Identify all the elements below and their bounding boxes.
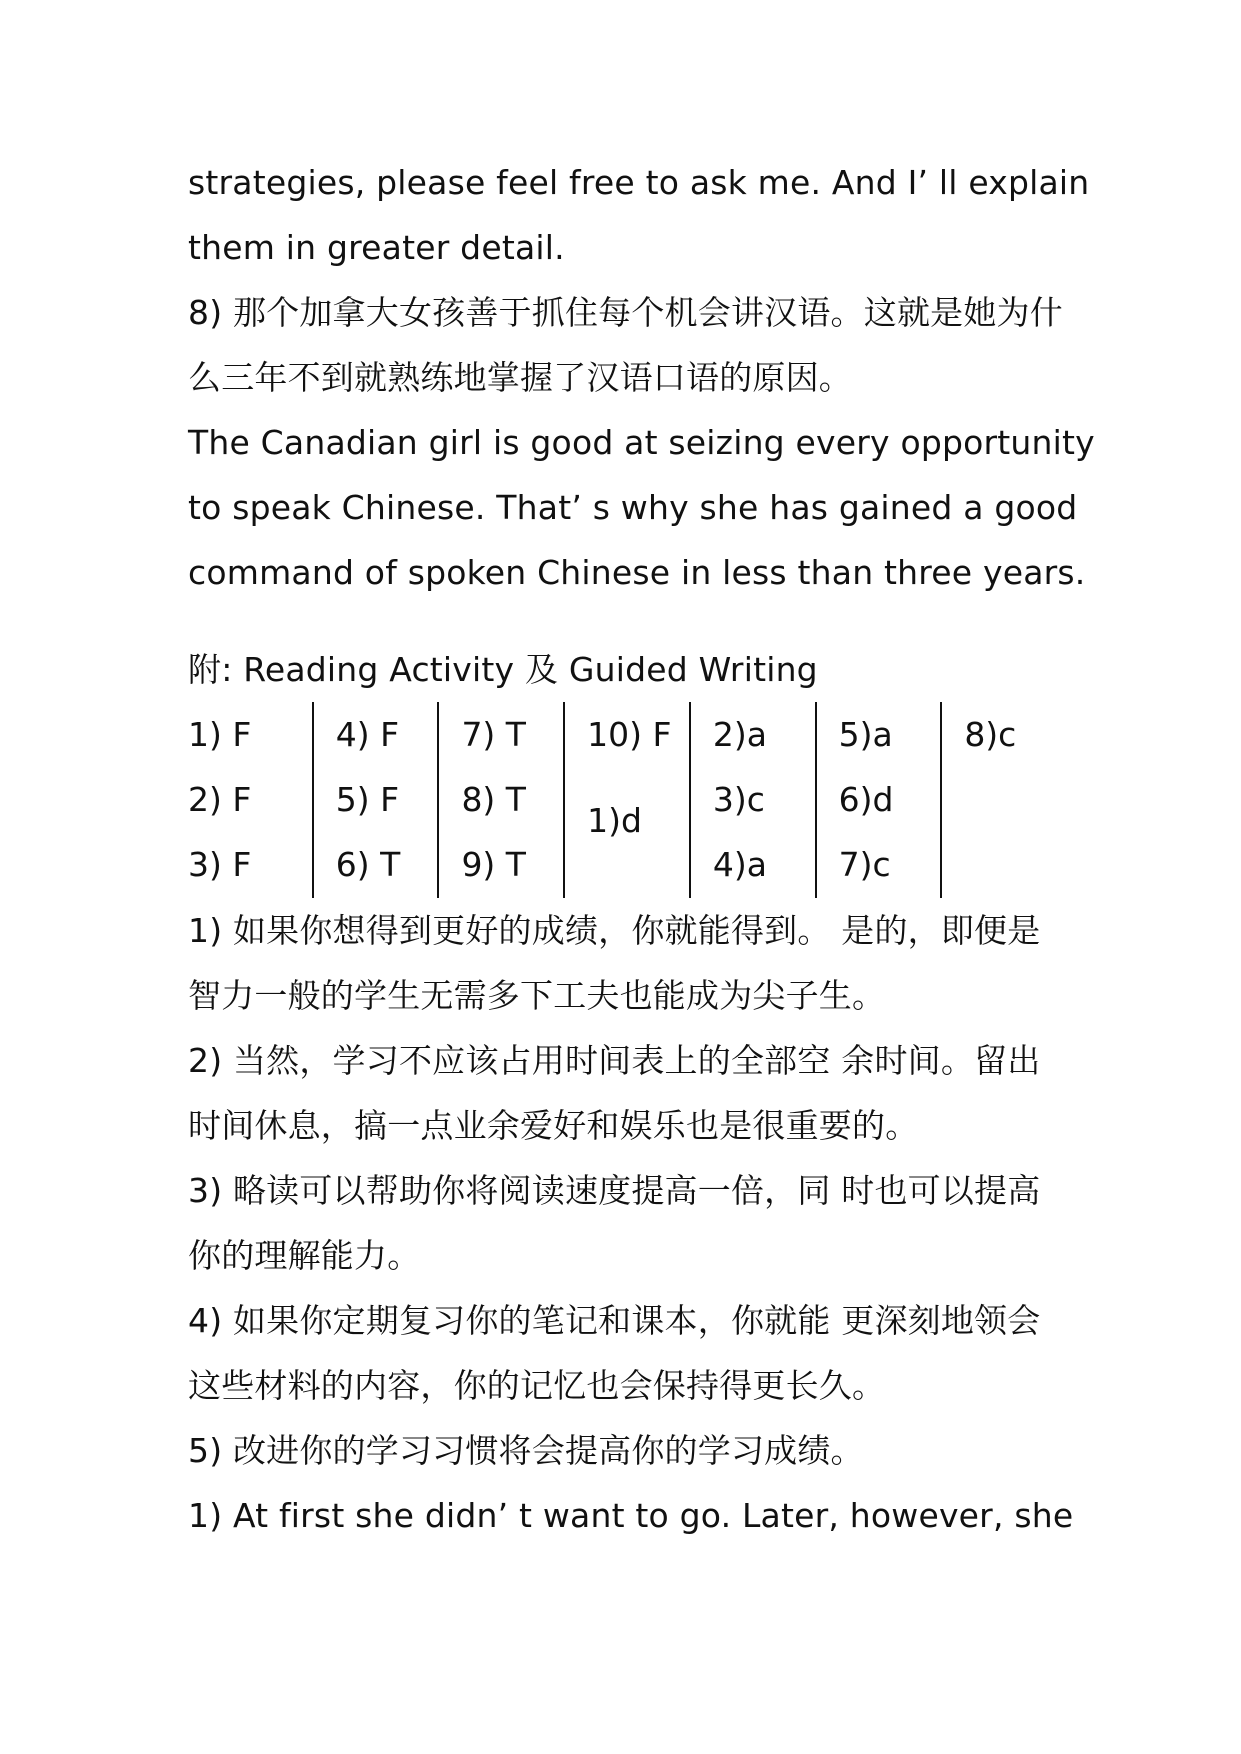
text-line: 1) 如果你想得到更好的成绩，你就能得到。 是的，即便是 [188, 911, 1041, 950]
text-line: 4) 如果你定期复习你的笔记和课本，你就能 更深刻地领会 [188, 1301, 1041, 1340]
answer-cell: 8)c [964, 715, 1017, 754]
text-line: 3) 略读可以帮助你将阅读速度提高一倍，同 时也可以提高 [188, 1171, 1041, 1210]
answer-cell: 1)d [587, 801, 642, 840]
answer-cell: 7) T [461, 715, 526, 754]
answer-column-3 [439, 702, 565, 898]
answer-cell: 3)c [712, 780, 765, 819]
answer-column-1 [188, 702, 314, 898]
answer-cell: 8) T [461, 780, 526, 819]
text-line: 智力一般的学生无需多下工夫也能成为尖子生。 [188, 976, 886, 1015]
paragraph-gap [188, 605, 1068, 637]
answer-cell: 2)a [712, 715, 767, 754]
answer-cell: 3) F [188, 845, 252, 884]
answer-cell: 4)a [712, 845, 767, 884]
document-page [188, 150, 1095, 1548]
answer-cell: 6)d [838, 780, 894, 819]
text-line: 1) At first she didn’ t want to go. Later, however, she [188, 1496, 1074, 1535]
answer-cell: 9) T [461, 845, 526, 884]
text-line: 你的理解能力。 [188, 1236, 421, 1275]
text-line: 2) 当然，学习不应该占用时间表上的全部空 余时间。留出 [188, 1041, 1041, 1080]
appendix-heading: 附: Reading Activity 及 Guided Writing [188, 650, 818, 689]
answer-column-5 [691, 702, 817, 898]
text-line: 5) 改进你的学习习惯将会提高你的学习成绩。 [188, 1431, 864, 1470]
answer-cell: 7)c [838, 845, 891, 884]
text-line: 时间休息，搞一点业余爱好和娱乐也是很重要的。 [188, 1106, 919, 1145]
text-line: The Canadian girl is good at seizing every opportunity [188, 423, 1095, 462]
answer-column-6 [817, 702, 943, 898]
answer-cell: 10) F [587, 715, 672, 754]
answer-column-4 [565, 702, 691, 898]
text-line: strategies, please feel free to ask me. And I’ ll explain [188, 163, 1090, 202]
answer-column-2 [314, 702, 440, 898]
answer-table [188, 702, 1068, 898]
text-line: command of spoken Chinese in less than three years. [188, 553, 1086, 592]
answer-cell: 5)a [838, 715, 893, 754]
answer-column-7 [942, 702, 1068, 898]
answer-cell: 5) F [335, 780, 400, 819]
answer-cell: 4) F [335, 715, 400, 754]
text-line: them in greater detail. [188, 228, 565, 267]
text-line: to speak Chinese. That’ s why she has gained a good [188, 488, 1078, 527]
text-line: 这些材料的内容，你的记忆也会保持得更长久。 [188, 1366, 886, 1405]
answer-cell: 1) F [188, 715, 252, 754]
text-line: 8) 那个加拿大女孩善于抓住每个机会讲汉语。这就是她为什 [188, 293, 1063, 332]
text-line: 么三年不到就熟练地掌握了汉语口语的原因。 [188, 358, 852, 397]
answer-cell: 6) T [335, 845, 401, 884]
answer-cell: 2) F [188, 780, 252, 819]
